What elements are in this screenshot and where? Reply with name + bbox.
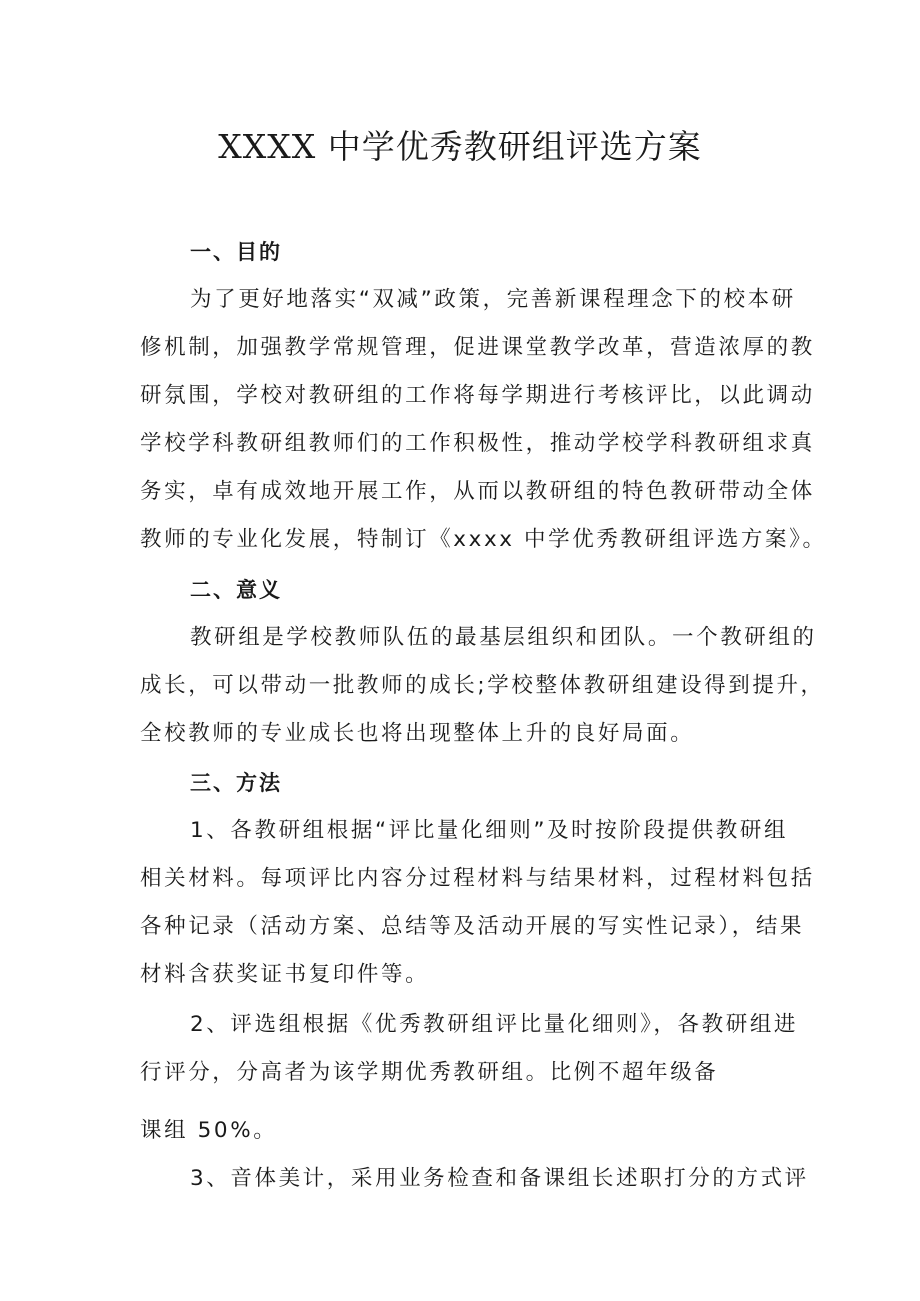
- list-item-line: 课组 50%。: [140, 1118, 278, 1143]
- list-item-line: 行评分，分高者为该学期优秀教研组。比例不超年级备: [140, 1060, 719, 1085]
- paragraph-line: 教研组是学校教师队伍的最基层组织和团队。一个教研组的: [190, 625, 817, 650]
- paragraph-line: 为了更好地落实“双减”政策，完善新课程理念下的校本研: [190, 287, 796, 312]
- section-heading-method: 三、方法: [190, 771, 282, 795]
- document-title: XXXX 中学优秀教研组评选方案: [218, 127, 702, 166]
- list-item-line: 各种记录（活动方案、总结等及活动开展的写实性记录），结果: [140, 914, 805, 939]
- section-heading-significance: 二、意义: [190, 578, 282, 602]
- paragraph-line: 学校学科教研组教师们的工作积极性，推动学校学科教研组求真: [140, 431, 815, 456]
- list-item-line: 3、音体美计，采用业务检查和备课组长述职打分的方式评: [190, 1166, 809, 1191]
- paragraph-line: 务实，卓有成效地开展工作，从而以教研组的特色教研带动全体: [140, 479, 815, 504]
- paragraph-line: 修机制，加强教学常规管理，促进课堂教学改革，营造浓厚的教: [140, 335, 815, 360]
- paragraph-line: 成长，可以带动一批教师的成长;学校整体教研组建设得到提升，: [140, 673, 825, 698]
- paragraph-line: 全校教师的专业成长也将出现整体上升的良好局面。: [140, 721, 695, 746]
- list-item-line: 1、各教研组根据“评比量化细则”及时按阶段提供教研组: [190, 818, 789, 843]
- paragraph-line: 教师的专业化发展，特制订《xxxx 中学优秀教研组评选方案》。: [140, 527, 827, 552]
- paragraph-line: 研氛围，学校对教研组的工作将每学期进行考核评比，以此调动: [140, 383, 815, 408]
- list-item-line: 材料含获奖证书复印件等。: [140, 962, 430, 987]
- list-item-line: 2、评选组根据《优秀教研组评比量化细则》，各教研组进: [190, 1012, 799, 1037]
- section-heading-purpose: 一、目的: [190, 240, 282, 264]
- list-item-line: 相关材料。每项评比内容分过程材料与结果材料，过程材料包括: [140, 866, 815, 891]
